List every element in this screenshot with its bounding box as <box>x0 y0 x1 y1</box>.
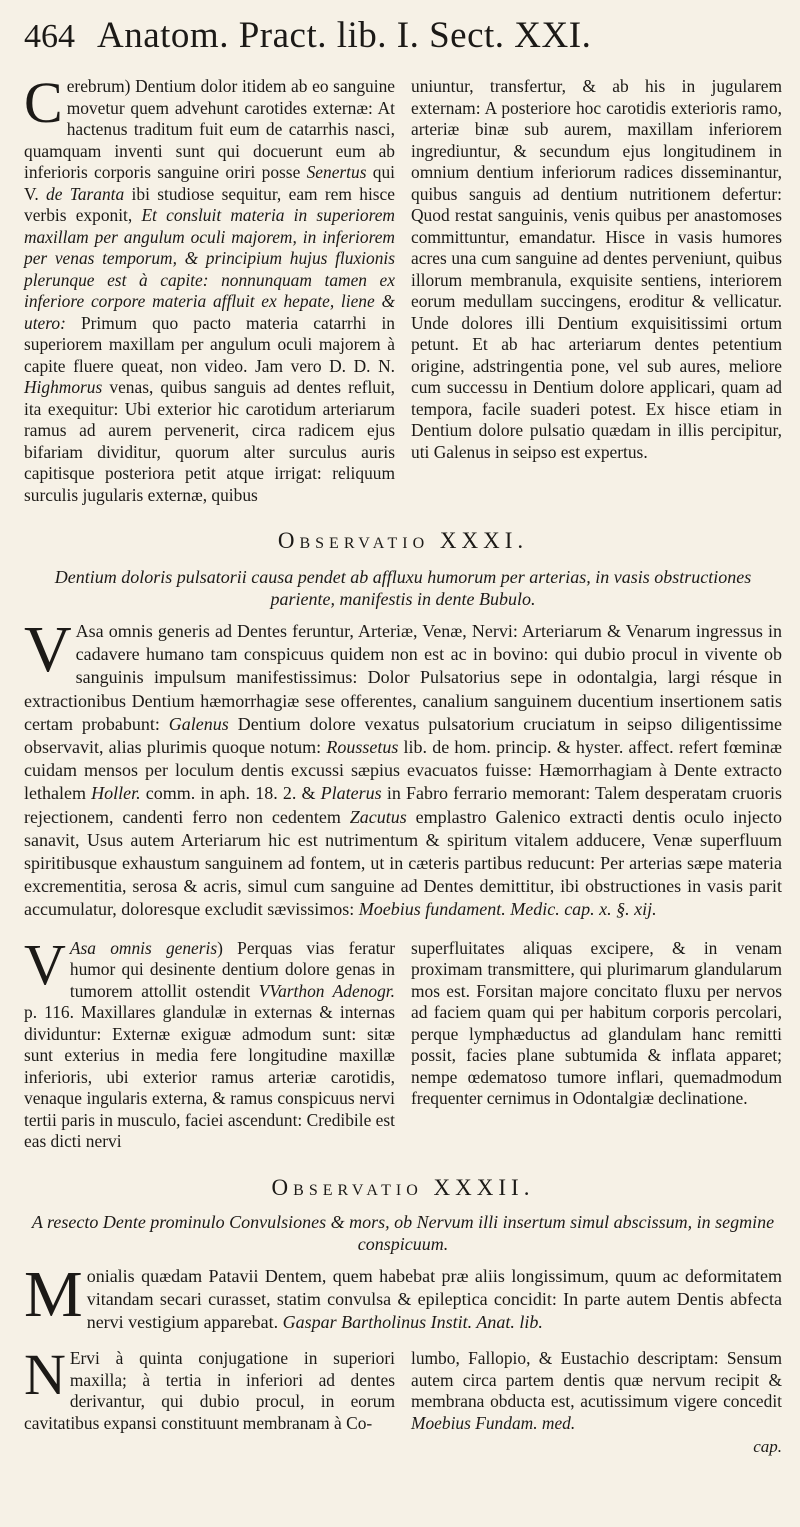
citation: Gaspar Bartholinus Instit. Anat. lib. <box>282 1312 543 1333</box>
section-vasa <box>24 931 782 1153</box>
quotation: Et consluit materia in superiorem maxillam per angulum oculi majorem, in inferiorem per venas temporum, & principium hujus fluxionis plerunque est à capite: nonnunquam tamen ex inferiore corpore materia affluit ex hepate, liene & utero: <box>24 205 395 333</box>
observation-subtitle: Dentium doloris pulsatorii causa pendet ab affluxu humorum per arterias, in vasis obstructiones pariente, manifestis in dente Bubulo. <box>54 567 752 609</box>
left-column <box>24 931 395 1153</box>
author-name: Highmorus <box>24 377 103 397</box>
paragraph: lumbo, Fallopio, & Eustachio descriptam: Sensum autem circa partem dentis quæ nervum recipit & membrana obducta est, acutissimum vigere concedit Moebius Fundam. med. <box>411 1348 782 1433</box>
author-name: Galenus <box>168 713 229 734</box>
paragraph: uniuntur, transfertur, & ab his in jugularem externam: A posteriore hoc carotidis exterioris ramo, arteriæ binæ sub aurem, maxillam inferiorem ingrediuntur, & secundum ejus longitudinem in omnium dentium inferiorum radices disseminantur, quibus sanguis ad dentium nutritionem defertur: Quod restat sanguinis, venis quibus per anastomoses committuntur, emandatur. Hisce in vasis humores acres una cum sanguine ad dentes perveniunt, quibus illorum membranula, exquisite sentiens, interiorem eorum medullam succingens, eroditur & vellicatur. Unde dolores illi Dentium exquisitissimi ortum petunt. Et ab hac arteriarum dentes petentium origine, adstringentia pone, vel sub aures, meliore cum successu in Dentium dolore applicari, quam ad tempora, facile suaderi potest. Ex hisce etiam in Dentium dolore pulsatio quædam in illis percipitur, uti Galenus in seipso est expertus. <box>411 76 782 462</box>
paragraph: N Ervi à quinta conjugatione in superiori maxilla; à tertia in inferiori ad dentes derivantur, qui dubio procul, in eorum cavitatibus expansi constituunt membranam à Co- <box>24 1342 395 1433</box>
observation-subtitle: A resecto Dente prominulo Convulsiones & mors, ob Nervum illi insertum simul abscissum, in segmine conspicuum. <box>31 1211 775 1254</box>
paragraph: superfluitates aliquas excipere, & in venam proximam transmittere, qui plurimarum glandularum mos est. Forsitan majore concitato fluxu per nervos ad faciem quam qui per habitum corporis percolari, perque lymphæductus ad glandulam hanc remitti possit, facies plane subtumida & inflata apparet; nempe œdematoso tumore inflari, quemadmodum frequenter cernimus in Odontalgiæ declinatione. <box>411 937 782 1109</box>
citation: Moebius fundament. Medic. cap. x. §. xij. <box>358 899 657 920</box>
section-cerebrum <box>24 70 782 506</box>
lemma: Asa omnis generis <box>69 937 218 958</box>
observation-body: Monialis quædam Patavii Dentem, quem habebat præ aliis longissimum, quum ac deformitatem vitandam secari curasset, statim convulsa & epileptica concidit: In parte autem Dentis abfecta nervi vestigium apparebat. Gaspar Bartholinus Instit. Anat. lib. <box>24 1257 782 1333</box>
drop-cap: C <box>24 70 63 135</box>
observation-body: V Asa omnis generis ad Dentes feruntur, Arteriæ, Venæ, Nervi: Arteriarum & Venarum ingressus in cadavere humano tam conspicuus quidem non est ac in bovino: qui dubio procul in vivente ob sanguinis impulsum manifestissimus: Dolor Pulsatorius sepe in odontalgia, largi résque in extractionibus Dentium hæmorrhagiæ sese offerentes, canalium sanguinem ducentium insertionem satis certam probabunt: Galenus Dentium dolore vexatus pulsatorium cruciatum in seipso diligentissime observavit, alias plurimis quoque notum: Roussetus lib. de hom. princip. & hyster. affect. refert fœminæ cuidam mensos per loculum dentis excussi sæpius evacuatos fuisse: Hæmorrhagiam à Dente extracto lethalem Holler. comm. in aph. 18. 2. & Platerus in Fabro ferrario memorant: Talem desperatam cruoris rejectionem, candenti ferro non cedentem Zacutus emplastro Galenico extracti dentis oculo injecto sanavit, Usus autem Arteriarum hic est nutrimentum & spiritum vitalem adducere, Venæ superfluum spiritibusque exhaustum sanguinem ad fontem, ut in cæteris partibus reducunt: Per arterias sæpe materia excrementitia, serosa & acris, simul cum sanguine ad Dentes demittitur, ibi obstructiones in vasis parit accumulatur, doloresque excludit sævissimos: Moebius fundament. Medic. cap. x. §. xij. <box>24 613 782 920</box>
page-number: 464 <box>24 18 75 55</box>
section-nervi <box>24 1342 782 1458</box>
running-header <box>24 14 782 76</box>
paragraph: V Asa omnis generis) Perquas vias feratur humor qui desinente dentium dolore genas in tumorem attollit ostendit VVarthon Adenogr. p. 116. Maxillares glandulæ in externas & internas dividuntur: Externæ exiguæ admodum sunt: sitæ sunt exterius in media fere longitudine maxillæ inferioris, ubi exterior ramus arteriæ carotidis, venaque ingularis externa, & ramus conspicuus nervi tertii paris in musculo, faciei ascendunt: Credibile est eas dicti nervi <box>24 931 395 1152</box>
drop-cap: N <box>24 1342 66 1408</box>
observation-heading: Observatio XXXI. <box>277 528 529 553</box>
left-column <box>24 1342 395 1458</box>
author-name: VVarthon Adenogr. <box>258 980 395 1001</box>
observation-heading: Observatio XXXII. <box>271 1174 535 1200</box>
paragraph: Cerebrum) Dentium dolor itidem ab eo sanguine movetur quem advehunt carotides externæ: At hactenus traditum fuit eum de catarrhis nasci, quamquam inventi sunt qui docuerunt eum ab inferioris corporis sanguine oriri posse Senertus qui V. de Taranta ibi studiose sequitur, eam rem hisce verbis exponit, Et consluit materia in superiorem maxillam per angulum oculi majorem, in inferiorem per venas temporum, & principium hujus fluxionis plerunque est à capite: nonnunquam tamen ex inferiore corpore materia affluit ex hepate, liene & utero: Primum quo pacto materia catarrhi in superiorem maxillam per angulum oculi majorem à capite fluere queat, non video. Jam vero D. D. N. Highmorus venas, quibus sanguis ad dentes refluit, ita exequitur: Ubi exterior hic carotidum arteriarum ramus ad aurem pervenerit, circa radicem ejus bifariam dividitur, quorum alter surculus auris capitisque posteriora petit atque irrigat: reliquum surculis jugularis externæ, quibus <box>24 70 395 505</box>
author-name: Zacutus <box>349 806 407 827</box>
running-title: Anatom. Pract. lib. I. Sect. XXI. <box>97 15 592 56</box>
catchword: cap. <box>753 1437 782 1457</box>
author-name: Holler. <box>91 783 141 804</box>
left-column <box>24 70 395 506</box>
drop-cap: M <box>24 1257 83 1331</box>
author-name: de Taranta <box>46 183 125 204</box>
right-column <box>411 1348 782 1458</box>
citation: Moebius Fundam. med. <box>411 1412 576 1433</box>
author-name: Platerus <box>320 783 382 804</box>
right-column <box>411 938 782 1153</box>
author-name: Roussetus <box>326 737 399 758</box>
right-column <box>411 76 782 506</box>
drop-cap: V <box>24 931 66 997</box>
drop-cap: V <box>24 613 72 686</box>
author-name: Senertus <box>306 162 367 182</box>
